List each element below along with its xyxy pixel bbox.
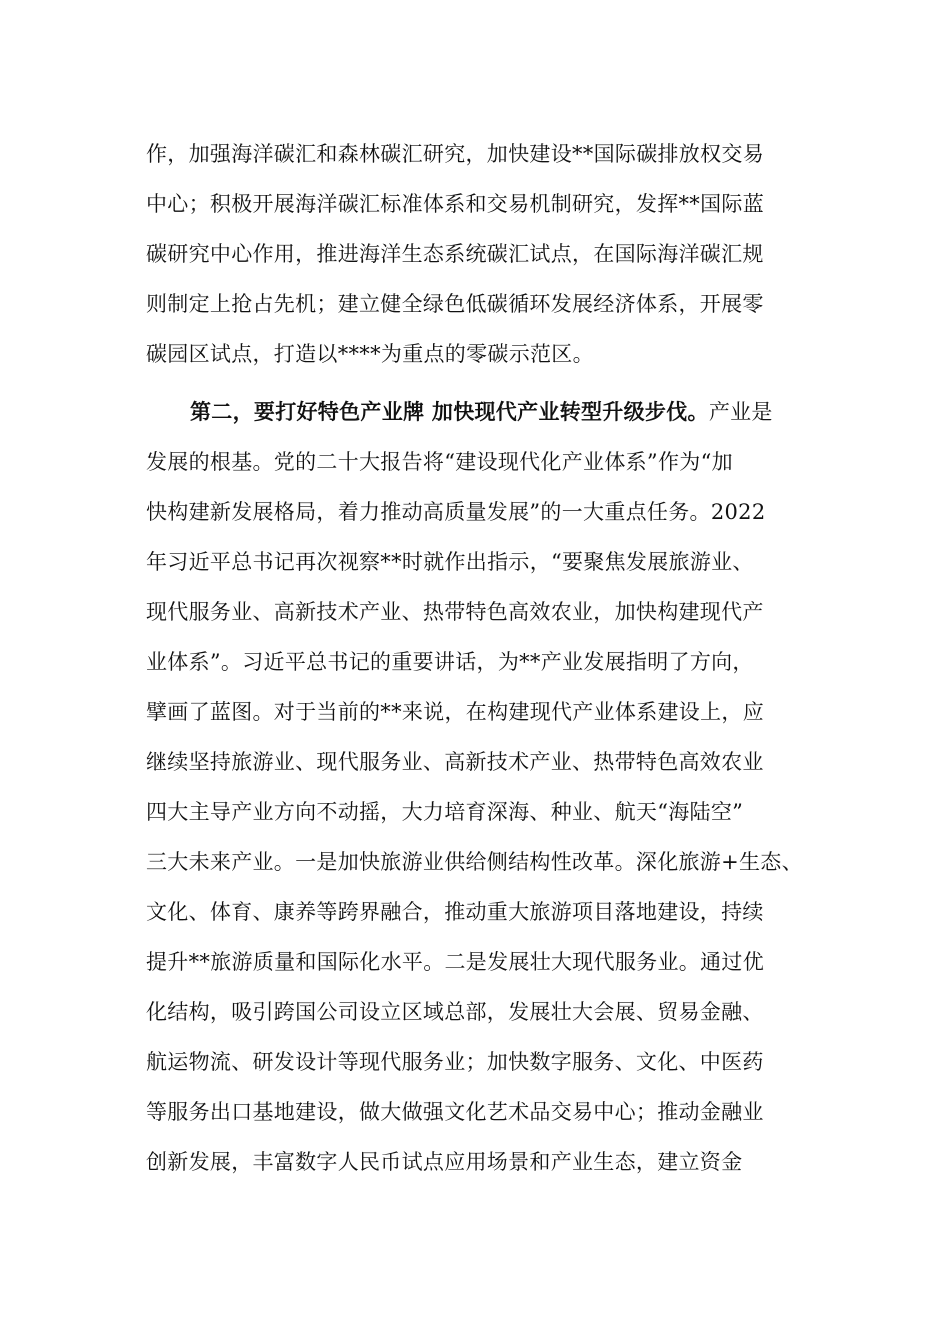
paragraph-line: 三大未来产业。一是加快旅游业供给侧结构性改革。深化旅游+生态、 xyxy=(146,850,803,874)
section-heading: 第二，要打好特色产业牌 加快现代产业转型升级步伐。 xyxy=(190,399,709,424)
paragraph-line: 现代服务业、高新技术产业、热带特色高效农业，加快构建现代产 xyxy=(146,600,764,624)
paragraph-line: 碳园区试点，打造以****为重点的零碳示范区。 xyxy=(146,342,594,366)
paragraph-line: 等服务出口基地建设，做大做强文化艺术品交易中心；推动金融业 xyxy=(146,1100,764,1124)
paragraph-first-line xyxy=(190,398,773,426)
paragraph-line: 四大主导产业方向不动摇，大力培育深海、种业、航天“海陆空” xyxy=(146,800,744,824)
paragraph-line: 化结构，吸引跨国公司设立区域总部，发展壮大会展、贸易金融、 xyxy=(146,1000,764,1024)
paragraph-line: 则制定上抢占先机；建立健全绿色低碳循环发展经济体系，开展零 xyxy=(146,292,764,316)
paragraph-line: 提升**旅游质量和国际化水平。二是发展壮大现代服务业。通过优 xyxy=(146,950,764,974)
paragraph-line: 年习近平总书记再次视察**时就作出指示，“要聚焦发展旅游业、 xyxy=(146,550,754,574)
paragraph-line: 航运物流、研发设计等现代服务业；加快数字服务、文化、中医药 xyxy=(146,1050,764,1074)
paragraph-line: 继续坚持旅游业、现代服务业、高新技术产业、热带特色高效农业 xyxy=(146,750,764,774)
paragraph-line: 文化、体育、康养等跨界融合，推动重大旅游项目落地建设，持续 xyxy=(146,900,764,924)
paragraph-line: 创新发展，丰富数字人民币试点应用场景和产业生态，建立资金 xyxy=(146,1150,743,1174)
paragraph-line: 作，加强海洋碳汇和森林碳汇研究，加快建设**国际碳排放权交易 xyxy=(146,142,764,166)
paragraph-line: 碳研究中心作用，推进海洋生态系统碳汇试点，在国际海洋碳汇规 xyxy=(146,242,764,266)
paragraph-line: 快构建新发展格局，着力推动高质量发展”的一大重点任务。2022 xyxy=(146,500,766,524)
paragraph-line: 发展的根基。党的二十大报告将“建设现代化产业体系”作为“加 xyxy=(146,450,733,474)
paragraph-line-tail: 产业是 xyxy=(708,400,773,424)
paragraph-line: 业体系”。习近平总书记的重要讲话，为**产业发展指明了方向， xyxy=(146,650,754,674)
paragraph-line: 擘画了蓝图。对于当前的**来说，在构建现代产业体系建设上，应 xyxy=(146,700,764,724)
paragraph-line: 中心；积极开展海洋碳汇标准体系和交易机制研究，发挥**国际蓝 xyxy=(146,192,764,216)
